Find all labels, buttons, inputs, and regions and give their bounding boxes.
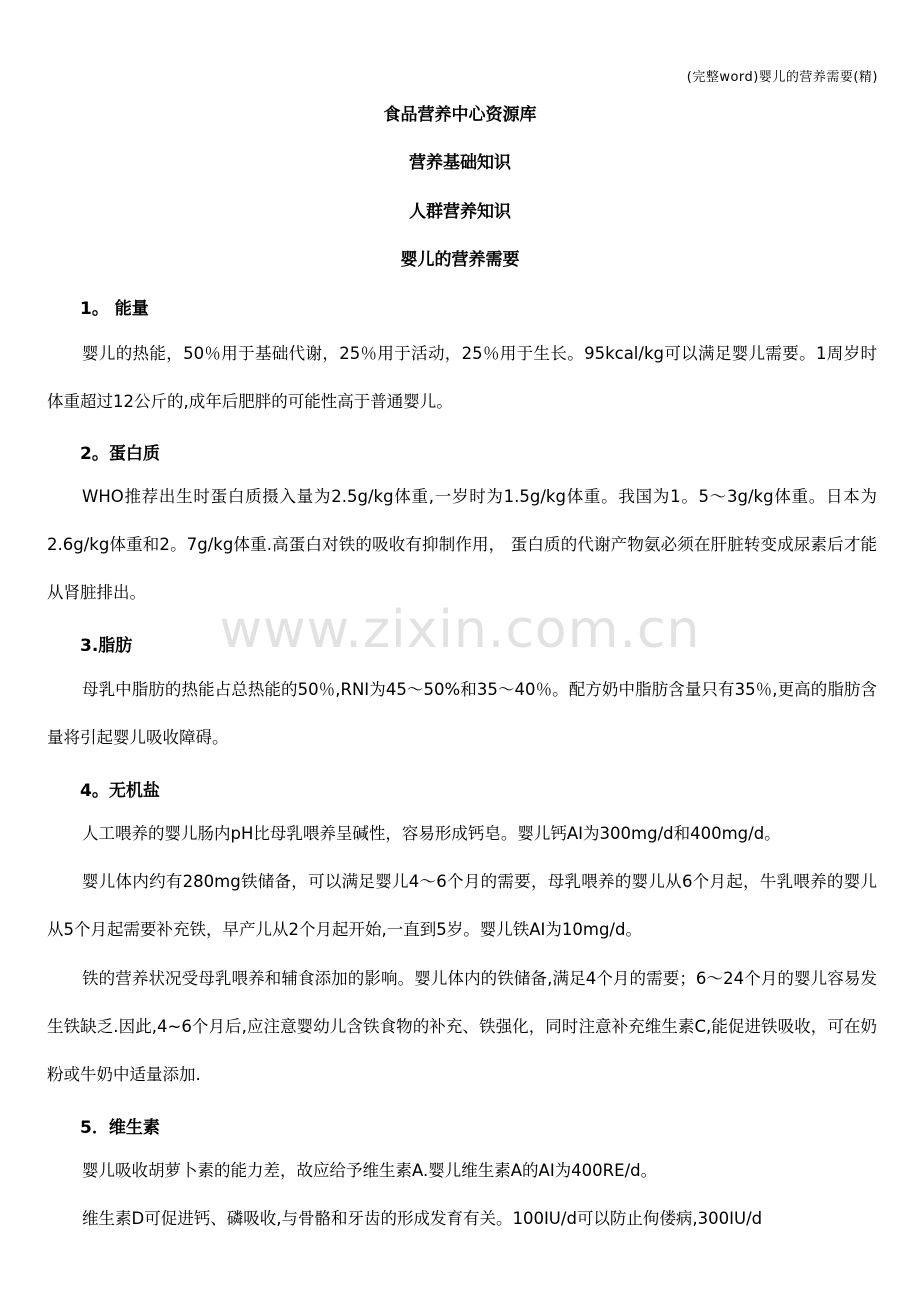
section-heading-vitamins: 5．维生素 bbox=[80, 1118, 160, 1138]
paragraph-minerals-iron-reserve: 婴儿体内约有280mg铁储备，可以满足婴儿4～6个月的需要，母乳喂养的婴儿从6个月起，牛乳喂养的婴儿从5个月起需要补充铁，早产儿从2个月起开始,一直到5岁。婴儿铁AI为10mg/d。 bbox=[47, 872, 877, 939]
category-title: 营养基础知识 bbox=[409, 153, 511, 173]
watermark: www.zixin.com.cn bbox=[219, 600, 701, 660]
section-heading-protein: 2。蛋白质 bbox=[80, 444, 160, 464]
section-heading-energy: 1。 能量 bbox=[80, 299, 149, 319]
paragraph-minerals-iron-status: 铁的营养状况受母乳喂养和辅食添加的影响。婴儿体内的铁储备,满足4个月的需要；6～24个月的婴儿容易发生铁缺乏.因此,4~6个月后,应注意婴幼儿含铁食物的补充、铁强化，同时注意补充维生素C,能促进铁吸收，可在奶粉或牛奶中适量添加. bbox=[47, 969, 877, 1084]
paragraph-minerals-calcium: 人工喂养的婴儿肠内pH比母乳喂养呈碱性，容易形成钙皂。婴儿钙AI为300mg/d和400mg/d。 bbox=[82, 824, 781, 843]
paragraph-vitamin-d: 维生素D可促进钙、磷吸收,与骨骼和牙齿的形成发育有关。100IU/d可以防止佝偻病,300IU/d bbox=[82, 1209, 763, 1228]
resource-title: 食品营养中心资源库 bbox=[383, 105, 537, 125]
paragraph-protein: WHO推荐出生时蛋白质摄入量为2.5g/kg体重,一岁时为1.5g/kg体重。我国为1。5～3g/kg体重。日本为2.6g/kg体重和2。7g/kg体重.高蛋白对铁的吸收有抑制作用， 蛋白质的代谢产物氨必须在肝脏转变成尿素后才能从肾脏排出。 bbox=[47, 487, 877, 602]
document-header-note: (完整word)婴儿的营养需要(精) bbox=[686, 70, 878, 85]
topic-title: 婴儿的营养需要 bbox=[400, 250, 520, 270]
paragraph-energy: 婴儿的热能，50％用于基础代谢，25％用于活动，25％用于生长。95kcal/kg可以满足婴儿需要。1周岁时体重超过12公斤的,成年后肥胖的可能性高于普通婴儿。 bbox=[47, 344, 877, 411]
subcategory-title: 人群营养知识 bbox=[409, 202, 511, 222]
section-heading-fat: 3.脂肪 bbox=[80, 636, 133, 656]
paragraph-fat: 母乳中脂肪的热能占总热能的50％,RNI为45～50%和35～40％。配方奶中脂肪含量只有35％,更高的脂肪含量将引起婴儿吸收障碍。 bbox=[47, 680, 877, 747]
section-heading-minerals: 4。无机盐 bbox=[80, 781, 160, 801]
paragraph-vitamin-a: 婴儿吸收胡萝卜素的能力差，故应给予维生素A.婴儿维生素A的AI为400RE/d。 bbox=[82, 1161, 658, 1180]
